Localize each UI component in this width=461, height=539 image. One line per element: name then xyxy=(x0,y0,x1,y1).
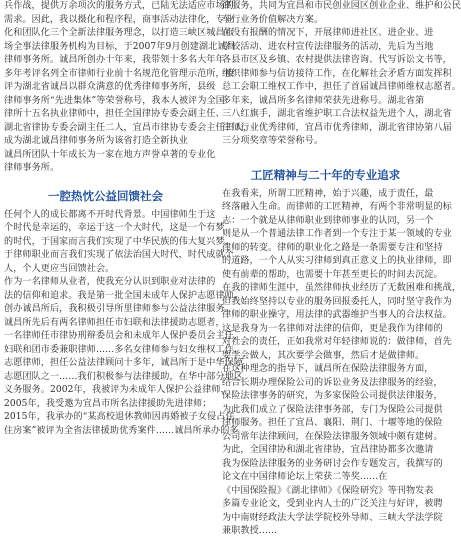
text-line: 保险法律事务的研究，为多家保险公司提供法律服务， xyxy=(222,391,443,401)
text-line: 创办诚昌所后，我积极引导所里律师参与公益法律服务。 xyxy=(4,304,234,314)
text-line: 三八红旗手，湖北省维护职工合法权益先进个人，湖北省 xyxy=(222,109,452,119)
text-line: 志：一个就是从律师职业到律师事业的认同，另一个 xyxy=(222,215,434,226)
text-line: 为此我们成立了保险法律事务部，专门为保险公司提供 xyxy=(222,404,443,415)
right-paragraph-2 xyxy=(222,188,461,539)
text-line: 论文在中国律师论坛上荣获二等奖……在 xyxy=(222,472,388,482)
text-line: 2015年，我承办的“某高校退休教师因再婚被子女侵占住 xyxy=(4,412,235,422)
text-line: 评为湖北省诚昌以群众满意的优秀律师事务所，县级 xyxy=(4,82,216,92)
text-line: 结合长期办理保险公司的诉讼业务及法律服务的经验， xyxy=(222,377,443,388)
text-line: 多篇专业论文，受到业内人士的广泛关注与好评，被聘 xyxy=(222,499,443,509)
text-line: 使有前辈的帮助，也需要十年甚至更长的时间去沉淀。 xyxy=(222,269,443,280)
text-line: 化和团队化三个全新法律服务理念，以打造三峡区城昌市 xyxy=(4,28,234,38)
text-line: 律师事务所。诚昌所创办十年来，我带领十多名大年年 xyxy=(4,55,225,65)
text-line: 律师行业优秀律师，宜昌市优秀律师，湖北省律协第八届 xyxy=(222,122,452,133)
text-line: 但我始终坚持以专业的服务回报委托人，同时坚守我作为 xyxy=(222,296,452,307)
text-line: 志愿团队之一……我们积极参与法律援助，在华中部分地区 xyxy=(4,371,244,382)
text-line: 我为保险法律服务的业务研讨会作专题发言，我撰写的 xyxy=(222,458,443,469)
text-line: 学校活动、进农村宣传法律服务的活动，先后为当地 xyxy=(222,41,434,52)
text-line: 律师的转变。律师的职业化之路是一条需要专注和坚持 xyxy=(222,242,443,253)
text-line: 律师事务所。 xyxy=(4,163,60,173)
section-heading-public-welfare: 一腔热忱公益回馈社会 xyxy=(48,188,163,203)
text-line: 多年考评名列全市律师行业前十名规范化管理示范所，被 xyxy=(4,68,234,79)
text-line: 多年来，诚昌所多名律师荣获先进称号。湖北省第 xyxy=(222,95,425,106)
text-line: 各县市区及乡镇、农村提供法律咨询、代写诉讼文书等， xyxy=(222,55,452,65)
text-line: 要学会做人，其次要学会做事，然后才是做律师。 xyxy=(222,350,425,361)
text-line: 终落融入生命。而律师的工匠精神，有两个非常明显的标 xyxy=(222,202,452,212)
text-line: 场全事法律服务机构为目标，于2007年9月创建湖北诚昌 xyxy=(4,41,236,52)
right-column xyxy=(222,0,461,539)
text-line: 律师事务所“先进集体”等荣誉称号，我本人被评为全国 xyxy=(4,95,225,106)
text-line: 这是我身为一名律师对法律的信仰，更是我作为律师的 xyxy=(222,323,443,334)
text-line: 则是从一个普通法律工作者到一个专注于某一领域的专业 xyxy=(222,229,452,239)
text-line: 在这种理念的指导下，诚昌所在保险法律服务方面， xyxy=(222,364,434,374)
text-line: 在我看来，所谓工匠精神，始于兴趣，成于责任，最 xyxy=(222,188,434,199)
text-line: 律师服务。担任了宜昌、襄阳、荆门、十堰等地的保险 xyxy=(222,418,443,428)
text-line: 诚昌所先后有两名律师担任市妇联和法律援助志愿者， xyxy=(4,317,225,328)
text-line: 住房案”被评为全省法律援助优秀案件……诚昌所承办的多 xyxy=(4,425,239,436)
text-line: 车行业务价值解决方案。 xyxy=(222,14,324,25)
text-line: 妇联和团市委兼职律师……多名女律师参与妇女维权工作， xyxy=(4,344,244,355)
text-line: 在没有报酬的情况下，开展律师进社区、进企业、进 xyxy=(222,28,434,38)
text-line: 律所十五名执业律师中，担任全国律协专委会副主任、 xyxy=(4,109,225,119)
text-line: 公司常年法律顾问，在保险法律服务领域中颇有建树。 xyxy=(222,431,443,442)
text-line: 的时代，于国家而言我们实现了中华民族的伟大复兴梦， xyxy=(4,236,234,247)
text-line: 需求。因此，我以摄化和程序程，商事活动法律化，专业 xyxy=(4,14,234,25)
section-heading-craftsmanship: 工匠精神与二十年的专业追求 xyxy=(250,167,401,182)
text-line: 于律师职业而言我们实现了依法治国大时代，时代成就个 xyxy=(4,250,234,260)
text-line: 个时代是幸运的，幸运于这一个大时代，这是一个有梦 xyxy=(4,223,225,233)
text-line: 的道路，一个人从实习律师到真正意义上的执业律师，即 xyxy=(222,256,452,266)
text-line: 《中国保险报》《湖北律师》《保险研究》等刊物发表 xyxy=(222,485,434,496)
text-line: 律服务，共同为宜昌和市民创业园区创业企业、维护和公民 xyxy=(222,1,461,11)
text-line: 一名律师任市律协刑辩委员会和未成年人保护委员会主任， xyxy=(4,331,244,341)
text-line: 组织律师参与信访接待工作，在化解社会矛盾方面发挥积 xyxy=(222,68,452,79)
text-line: 诚昌所团队十年成长为一家在地方声誉卓著的专业化 xyxy=(4,149,216,160)
text-line: 兼职教授…… xyxy=(222,526,278,536)
text-line: 为此，全国律协和湖北省律协，宜昌律协都多次邀请 xyxy=(222,445,434,455)
right-paragraph-1 xyxy=(222,0,461,149)
text-line: 总工会职工维权工作中，担任了首届诚昌律师维权志愿者。 xyxy=(222,82,461,92)
text-line: 2005年，我受邀为宜昌市所名法律援助先进律师； xyxy=(4,398,212,409)
text-line: 任何个人的成长都离不开时代背景。中国律师生于这 xyxy=(4,209,216,220)
text-line: 律师的职业操守，用法律的武器维护当事人的合法权益。 xyxy=(222,310,452,320)
text-line: 义务服务。2002年，我被评为未成年人保护公益律师， xyxy=(4,385,230,395)
text-line: 志愿律师，担任公益法律顾问十多年，诚昌所于是中华保障 xyxy=(4,358,244,368)
text-line: 成为湖北诚昌律师事务所为该省打造全新执业 xyxy=(4,136,188,146)
text-line: 三分项奖章等荣誉称号。 xyxy=(222,136,324,146)
left-paragraph-2 xyxy=(4,209,244,439)
text-line: 法的信仰和追求。我是第一批全国未成年人保护志愿律师， xyxy=(4,290,244,301)
text-line: 湖北省律协专委会副主任二人，宜昌市律协专委会主任三人， xyxy=(4,122,253,133)
text-line: 对社会的责任，正如我常对年轻律师说的：做律师，首先 xyxy=(222,337,452,347)
text-line: 为中南财经政法大学法学院校外导师、三峡大学法学院 xyxy=(222,512,443,523)
left-paragraph-1 xyxy=(4,0,253,176)
text-line: 在我的律师生涯中，虽然律师执业经历了无数困难和挑战， xyxy=(222,283,461,293)
text-line: 作为一名律师从业者，使我充分认识到职业对法律的 xyxy=(4,277,216,287)
text-line: 兵作战，提供万余项次的服务方式，已陆无法适应市场的 xyxy=(4,1,234,11)
left-column xyxy=(4,0,253,438)
text-line: 人，个人更应当回馈社会。 xyxy=(4,263,115,274)
